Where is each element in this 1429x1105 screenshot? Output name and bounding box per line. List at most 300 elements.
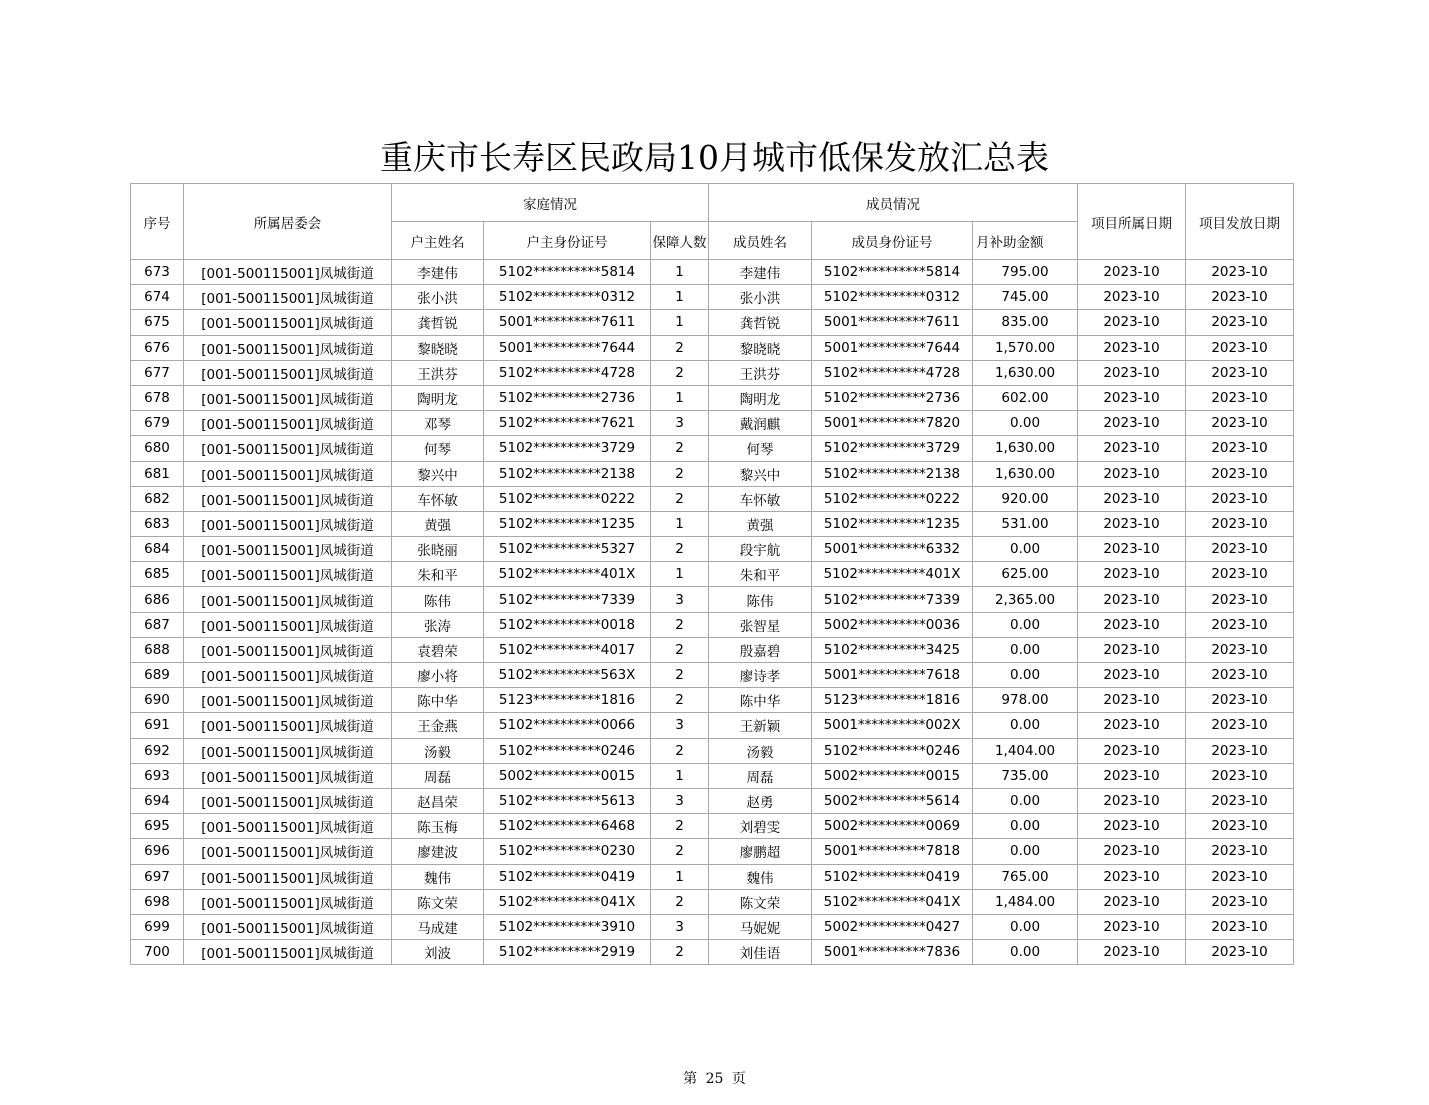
table-row [131, 713, 1294, 738]
cell-belong-date: 2023-10 [1078, 940, 1186, 965]
cell-head-id: 5102**********5814 [484, 260, 651, 285]
cell-issue-date: 2023-10 [1186, 763, 1294, 788]
cell-belong-date: 2023-10 [1078, 511, 1186, 536]
cell-member-id: 5002**********0427 [812, 914, 973, 939]
header-member-id: 成员身份证号 [812, 222, 973, 260]
cell-member-id: 5001**********002X [812, 713, 973, 738]
cell-head-name: 黄强 [392, 511, 484, 536]
cell-head-name: 魏伟 [392, 864, 484, 889]
cell-member-name: 刘碧雯 [709, 814, 812, 839]
cell-head-id: 5102**********563X [484, 663, 651, 688]
cell-count: 1 [651, 385, 709, 410]
cell-committee: [001-500115001]凤城街道 [184, 360, 392, 385]
header-head-id: 户主身份证号 [484, 222, 651, 260]
cell-amount: 0.00 [973, 663, 1078, 688]
cell-count: 2 [651, 839, 709, 864]
cell-issue-date: 2023-10 [1186, 864, 1294, 889]
cell-belong-date: 2023-10 [1078, 335, 1186, 360]
cell-head-name: 刘波 [392, 940, 484, 965]
cell-issue-date: 2023-10 [1186, 637, 1294, 662]
cell-member-name: 马妮妮 [709, 914, 812, 939]
cell-amount: 2,365.00 [973, 587, 1078, 612]
cell-count: 2 [651, 486, 709, 511]
cell-amount: 745.00 [973, 285, 1078, 310]
cell-issue-date: 2023-10 [1186, 511, 1294, 536]
cell-head-name: 赵昌荣 [392, 788, 484, 813]
cell-member-name: 赵勇 [709, 788, 812, 813]
cell-amount: 625.00 [973, 562, 1078, 587]
cell-issue-date: 2023-10 [1186, 788, 1294, 813]
cell-seq: 698 [131, 889, 184, 914]
cell-belong-date: 2023-10 [1078, 285, 1186, 310]
cell-committee: [001-500115001]凤城街道 [184, 587, 392, 612]
cell-committee: [001-500115001]凤城街道 [184, 738, 392, 763]
cell-belong-date: 2023-10 [1078, 385, 1186, 410]
footer-suffix: 页 [731, 1071, 746, 1087]
cell-seq: 687 [131, 612, 184, 637]
document-title: 重庆市长寿区民政局10月城市低保发放汇总表 [380, 138, 1049, 177]
header-seq: 序号 [131, 184, 184, 260]
cell-committee: [001-500115001]凤城街道 [184, 285, 392, 310]
header-committee: 所属居委会 [184, 184, 392, 260]
cell-head-id: 5102**********0018 [484, 612, 651, 637]
cell-belong-date: 2023-10 [1078, 360, 1186, 385]
cell-count: 2 [651, 360, 709, 385]
cell-issue-date: 2023-10 [1186, 310, 1294, 335]
cell-issue-date: 2023-10 [1186, 889, 1294, 914]
cell-amount: 978.00 [973, 688, 1078, 713]
cell-committee: [001-500115001]凤城街道 [184, 562, 392, 587]
cell-count: 2 [651, 637, 709, 662]
cell-belong-date: 2023-10 [1078, 587, 1186, 612]
cell-head-id: 5102**********2138 [484, 461, 651, 486]
cell-head-id: 5102**********0419 [484, 864, 651, 889]
cell-member-name: 段宇航 [709, 537, 812, 562]
table-row [131, 385, 1294, 410]
cell-issue-date: 2023-10 [1186, 360, 1294, 385]
cell-issue-date: 2023-10 [1186, 260, 1294, 285]
cell-member-id: 5102**********5814 [812, 260, 973, 285]
cell-member-id: 5102**********7339 [812, 587, 973, 612]
cell-seq: 680 [131, 436, 184, 461]
cell-head-id: 5102**********4017 [484, 637, 651, 662]
cell-head-id: 5102**********0066 [484, 713, 651, 738]
cell-committee: [001-500115001]凤城街道 [184, 511, 392, 536]
cell-belong-date: 2023-10 [1078, 788, 1186, 813]
cell-belong-date: 2023-10 [1078, 562, 1186, 587]
cell-issue-date: 2023-10 [1186, 663, 1294, 688]
cell-member-name: 龚哲锐 [709, 310, 812, 335]
table-row [131, 486, 1294, 511]
cell-head-name: 袁碧荣 [392, 637, 484, 662]
cell-seq: 675 [131, 310, 184, 335]
cell-head-id: 5102**********5327 [484, 537, 651, 562]
cell-member-id: 5102**********0222 [812, 486, 973, 511]
cell-amount: 1,404.00 [973, 738, 1078, 763]
table-row [131, 763, 1294, 788]
cell-member-id: 5102**********1235 [812, 511, 973, 536]
cell-seq: 694 [131, 788, 184, 813]
cell-member-id: 5102**********2138 [812, 461, 973, 486]
cell-amount: 1,570.00 [973, 335, 1078, 360]
cell-member-id: 5102**********0419 [812, 864, 973, 889]
cell-belong-date: 2023-10 [1078, 537, 1186, 562]
cell-issue-date: 2023-10 [1186, 461, 1294, 486]
cell-head-id: 5102**********0222 [484, 486, 651, 511]
cell-belong-date: 2023-10 [1078, 637, 1186, 662]
cell-amount: 735.00 [973, 763, 1078, 788]
cell-member-id: 5001**********7818 [812, 839, 973, 864]
cell-belong-date: 2023-10 [1078, 310, 1186, 335]
cell-committee: [001-500115001]凤城街道 [184, 310, 392, 335]
cell-count: 2 [651, 537, 709, 562]
cell-committee: [001-500115001]凤城街道 [184, 864, 392, 889]
cell-head-name: 陈中华 [392, 688, 484, 713]
cell-seq: 697 [131, 864, 184, 889]
cell-member-id: 5002**********5614 [812, 788, 973, 813]
cell-member-name: 黎晓晓 [709, 335, 812, 360]
cell-belong-date: 2023-10 [1078, 864, 1186, 889]
cell-head-name: 黎兴中 [392, 461, 484, 486]
table-row [131, 839, 1294, 864]
cell-issue-date: 2023-10 [1186, 385, 1294, 410]
cell-head-id: 5102**********0230 [484, 839, 651, 864]
cell-seq: 695 [131, 814, 184, 839]
cell-amount: 0.00 [973, 713, 1078, 738]
cell-amount: 920.00 [973, 486, 1078, 511]
cell-committee: [001-500115001]凤城街道 [184, 713, 392, 738]
table-row [131, 461, 1294, 486]
cell-member-id: 5123**********1816 [812, 688, 973, 713]
cell-amount: 0.00 [973, 914, 1078, 939]
cell-head-id: 5102**********7339 [484, 587, 651, 612]
cell-seq: 696 [131, 839, 184, 864]
cell-head-name: 张晓丽 [392, 537, 484, 562]
cell-committee: [001-500115001]凤城街道 [184, 385, 392, 410]
cell-member-name: 陈中华 [709, 688, 812, 713]
cell-count: 2 [651, 814, 709, 839]
cell-amount: 795.00 [973, 260, 1078, 285]
cell-seq: 691 [131, 713, 184, 738]
cell-head-id: 5102**********3910 [484, 914, 651, 939]
table-row [131, 436, 1294, 461]
cell-amount: 531.00 [973, 511, 1078, 536]
cell-head-name: 汤毅 [392, 738, 484, 763]
cell-belong-date: 2023-10 [1078, 688, 1186, 713]
footer-prefix: 第 [683, 1071, 698, 1087]
cell-belong-date: 2023-10 [1078, 889, 1186, 914]
cell-count: 2 [651, 335, 709, 360]
cell-head-id: 5123**********1816 [484, 688, 651, 713]
cell-member-id: 5001**********6332 [812, 537, 973, 562]
cell-belong-date: 2023-10 [1078, 461, 1186, 486]
cell-member-name: 张智星 [709, 612, 812, 637]
cell-amount: 1,630.00 [973, 436, 1078, 461]
cell-head-id: 5102**********041X [484, 889, 651, 914]
cell-member-name: 王新颖 [709, 713, 812, 738]
cell-committee: [001-500115001]凤城街道 [184, 486, 392, 511]
table-row [131, 663, 1294, 688]
cell-count: 1 [651, 285, 709, 310]
cell-count: 3 [651, 713, 709, 738]
cell-head-name: 王洪芬 [392, 360, 484, 385]
cell-count: 2 [651, 889, 709, 914]
cell-amount: 0.00 [973, 637, 1078, 662]
table-body [131, 260, 1294, 965]
cell-amount: 1,630.00 [973, 360, 1078, 385]
cell-seq: 683 [131, 511, 184, 536]
cell-head-name: 陈伟 [392, 587, 484, 612]
cell-count: 1 [651, 864, 709, 889]
table-row [131, 688, 1294, 713]
cell-amount: 0.00 [973, 537, 1078, 562]
cell-issue-date: 2023-10 [1186, 738, 1294, 763]
allowance-table [130, 183, 1294, 965]
cell-member-name: 魏伟 [709, 864, 812, 889]
table-row [131, 788, 1294, 813]
cell-issue-date: 2023-10 [1186, 814, 1294, 839]
cell-committee: [001-500115001]凤城街道 [184, 411, 392, 436]
cell-amount: 602.00 [973, 385, 1078, 410]
cell-head-name: 周磊 [392, 763, 484, 788]
cell-belong-date: 2023-10 [1078, 260, 1186, 285]
cell-count: 1 [651, 763, 709, 788]
table-row [131, 411, 1294, 436]
cell-committee: [001-500115001]凤城街道 [184, 763, 392, 788]
cell-committee: [001-500115001]凤城街道 [184, 839, 392, 864]
cell-seq: 686 [131, 587, 184, 612]
table-row [131, 335, 1294, 360]
cell-head-id: 5102**********0312 [484, 285, 651, 310]
header-issue-date: 项目发放日期 [1186, 184, 1294, 260]
cell-member-id: 5102**********041X [812, 889, 973, 914]
cell-count: 3 [651, 411, 709, 436]
cell-issue-date: 2023-10 [1186, 688, 1294, 713]
cell-seq: 676 [131, 335, 184, 360]
cell-member-id: 5102**********401X [812, 562, 973, 587]
cell-member-name: 周磊 [709, 763, 812, 788]
cell-count: 1 [651, 511, 709, 536]
cell-member-id: 5102**********0246 [812, 738, 973, 763]
cell-seq: 681 [131, 461, 184, 486]
cell-member-name: 黄强 [709, 511, 812, 536]
cell-head-name: 陈玉梅 [392, 814, 484, 839]
cell-head-name: 朱和平 [392, 562, 484, 587]
cell-belong-date: 2023-10 [1078, 612, 1186, 637]
cell-belong-date: 2023-10 [1078, 763, 1186, 788]
cell-head-id: 5001**********7611 [484, 310, 651, 335]
page-footer [0, 1068, 1429, 1088]
table-row [131, 889, 1294, 914]
table-row [131, 562, 1294, 587]
table-row [131, 587, 1294, 612]
cell-member-name: 陶明龙 [709, 385, 812, 410]
cell-member-id: 5001**********7611 [812, 310, 973, 335]
cell-head-name: 车怀敏 [392, 486, 484, 511]
cell-member-name: 朱和平 [709, 562, 812, 587]
cell-member-name: 张小洪 [709, 285, 812, 310]
cell-head-id: 5102**********4728 [484, 360, 651, 385]
cell-member-id: 5001**********7618 [812, 663, 973, 688]
table-row [131, 612, 1294, 637]
cell-count: 3 [651, 587, 709, 612]
cell-member-id: 5001**********7836 [812, 940, 973, 965]
cell-member-name: 何琴 [709, 436, 812, 461]
cell-head-id: 5001**********7644 [484, 335, 651, 360]
cell-committee: [001-500115001]凤城街道 [184, 940, 392, 965]
cell-seq: 673 [131, 260, 184, 285]
cell-amount: 1,630.00 [973, 461, 1078, 486]
cell-belong-date: 2023-10 [1078, 486, 1186, 511]
cell-belong-date: 2023-10 [1078, 411, 1186, 436]
cell-committee: [001-500115001]凤城街道 [184, 889, 392, 914]
cell-count: 2 [651, 738, 709, 763]
cell-belong-date: 2023-10 [1078, 663, 1186, 688]
cell-member-name: 廖鹏超 [709, 839, 812, 864]
cell-head-id: 5102**********3729 [484, 436, 651, 461]
table-row [131, 738, 1294, 763]
cell-amount: 0.00 [973, 940, 1078, 965]
cell-member-id: 5102**********4728 [812, 360, 973, 385]
cell-member-name: 陈文荣 [709, 889, 812, 914]
cell-count: 2 [651, 663, 709, 688]
cell-head-id: 5002**********0015 [484, 763, 651, 788]
cell-belong-date: 2023-10 [1078, 814, 1186, 839]
header-head-name: 户主姓名 [392, 222, 484, 260]
cell-seq: 678 [131, 385, 184, 410]
cell-count: 1 [651, 562, 709, 587]
cell-head-id: 5102**********0246 [484, 738, 651, 763]
cell-seq: 677 [131, 360, 184, 385]
cell-committee: [001-500115001]凤城街道 [184, 612, 392, 637]
header-member-group: 成员情况 [709, 184, 1078, 222]
cell-head-id: 5102**********1235 [484, 511, 651, 536]
cell-belong-date: 2023-10 [1078, 839, 1186, 864]
cell-amount: 0.00 [973, 839, 1078, 864]
cell-seq: 693 [131, 763, 184, 788]
table-row [131, 260, 1294, 285]
cell-head-id: 5102**********6468 [484, 814, 651, 839]
cell-head-name: 廖建波 [392, 839, 484, 864]
cell-head-name: 张小洪 [392, 285, 484, 310]
cell-issue-date: 2023-10 [1186, 713, 1294, 738]
cell-head-id: 5102**********2736 [484, 385, 651, 410]
cell-count: 3 [651, 914, 709, 939]
cell-committee: [001-500115001]凤城街道 [184, 688, 392, 713]
cell-seq: 688 [131, 637, 184, 662]
page-number: 25 [705, 1071, 724, 1087]
table-row [131, 637, 1294, 662]
cell-count: 3 [651, 788, 709, 813]
cell-head-id: 5102**********401X [484, 562, 651, 587]
cell-head-name: 陶明龙 [392, 385, 484, 410]
cell-seq: 692 [131, 738, 184, 763]
cell-member-id: 5102**********0312 [812, 285, 973, 310]
cell-amount: 0.00 [973, 411, 1078, 436]
header-amount: 月补助金额 [973, 222, 1078, 260]
cell-issue-date: 2023-10 [1186, 537, 1294, 562]
cell-member-id: 5002**********0069 [812, 814, 973, 839]
cell-member-name: 车怀敏 [709, 486, 812, 511]
header-member-name: 成员姓名 [709, 222, 812, 260]
cell-belong-date: 2023-10 [1078, 914, 1186, 939]
cell-count: 2 [651, 461, 709, 486]
cell-seq: 699 [131, 914, 184, 939]
cell-member-id: 5102**********2736 [812, 385, 973, 410]
cell-member-name: 陈伟 [709, 587, 812, 612]
table-row [131, 814, 1294, 839]
cell-member-name: 王洪芬 [709, 360, 812, 385]
cell-committee: [001-500115001]凤城街道 [184, 335, 392, 360]
cell-head-name: 陈文荣 [392, 889, 484, 914]
cell-amount: 835.00 [973, 310, 1078, 335]
cell-member-name: 汤毅 [709, 738, 812, 763]
cell-committee: [001-500115001]凤城街道 [184, 637, 392, 662]
cell-head-id: 5102**********7621 [484, 411, 651, 436]
cell-issue-date: 2023-10 [1186, 411, 1294, 436]
cell-count: 2 [651, 940, 709, 965]
table-row [131, 310, 1294, 335]
cell-committee: [001-500115001]凤城街道 [184, 788, 392, 813]
cell-member-name: 李建伟 [709, 260, 812, 285]
cell-member-id: 5002**********0036 [812, 612, 973, 637]
cell-seq: 679 [131, 411, 184, 436]
cell-member-name: 廖诗孝 [709, 663, 812, 688]
cell-seq: 682 [131, 486, 184, 511]
cell-issue-date: 2023-10 [1186, 486, 1294, 511]
cell-member-id: 5102**********3425 [812, 637, 973, 662]
cell-count: 1 [651, 260, 709, 285]
cell-head-name: 黎晓晓 [392, 335, 484, 360]
cell-head-name: 李建伟 [392, 260, 484, 285]
cell-amount: 0.00 [973, 814, 1078, 839]
table-row [131, 537, 1294, 562]
table-row [131, 360, 1294, 385]
cell-amount: 0.00 [973, 788, 1078, 813]
cell-issue-date: 2023-10 [1186, 562, 1294, 587]
cell-count: 1 [651, 310, 709, 335]
cell-seq: 690 [131, 688, 184, 713]
cell-member-name: 刘佳语 [709, 940, 812, 965]
cell-head-name: 龚哲锐 [392, 310, 484, 335]
cell-member-name: 殷嘉碧 [709, 637, 812, 662]
cell-member-id: 5102**********3729 [812, 436, 973, 461]
cell-committee: [001-500115001]凤城街道 [184, 537, 392, 562]
cell-head-name: 邓琴 [392, 411, 484, 436]
cell-belong-date: 2023-10 [1078, 436, 1186, 461]
cell-committee: [001-500115001]凤城街道 [184, 436, 392, 461]
cell-committee: [001-500115001]凤城街道 [184, 260, 392, 285]
table-row [131, 940, 1294, 965]
cell-amount: 1,484.00 [973, 889, 1078, 914]
cell-head-id: 5102**********5613 [484, 788, 651, 813]
header-family-group: 家庭情况 [392, 184, 709, 222]
cell-count: 2 [651, 612, 709, 637]
cell-member-id: 5001**********7644 [812, 335, 973, 360]
cell-member-name: 黎兴中 [709, 461, 812, 486]
cell-member-name: 戴润麒 [709, 411, 812, 436]
cell-issue-date: 2023-10 [1186, 285, 1294, 310]
cell-head-name: 何琴 [392, 436, 484, 461]
cell-committee: [001-500115001]凤城街道 [184, 663, 392, 688]
cell-issue-date: 2023-10 [1186, 839, 1294, 864]
cell-committee: [001-500115001]凤城街道 [184, 814, 392, 839]
table-row [131, 914, 1294, 939]
cell-seq: 684 [131, 537, 184, 562]
cell-committee: [001-500115001]凤城街道 [184, 461, 392, 486]
cell-committee: [001-500115001]凤城街道 [184, 914, 392, 939]
header-row-top [131, 184, 1294, 222]
